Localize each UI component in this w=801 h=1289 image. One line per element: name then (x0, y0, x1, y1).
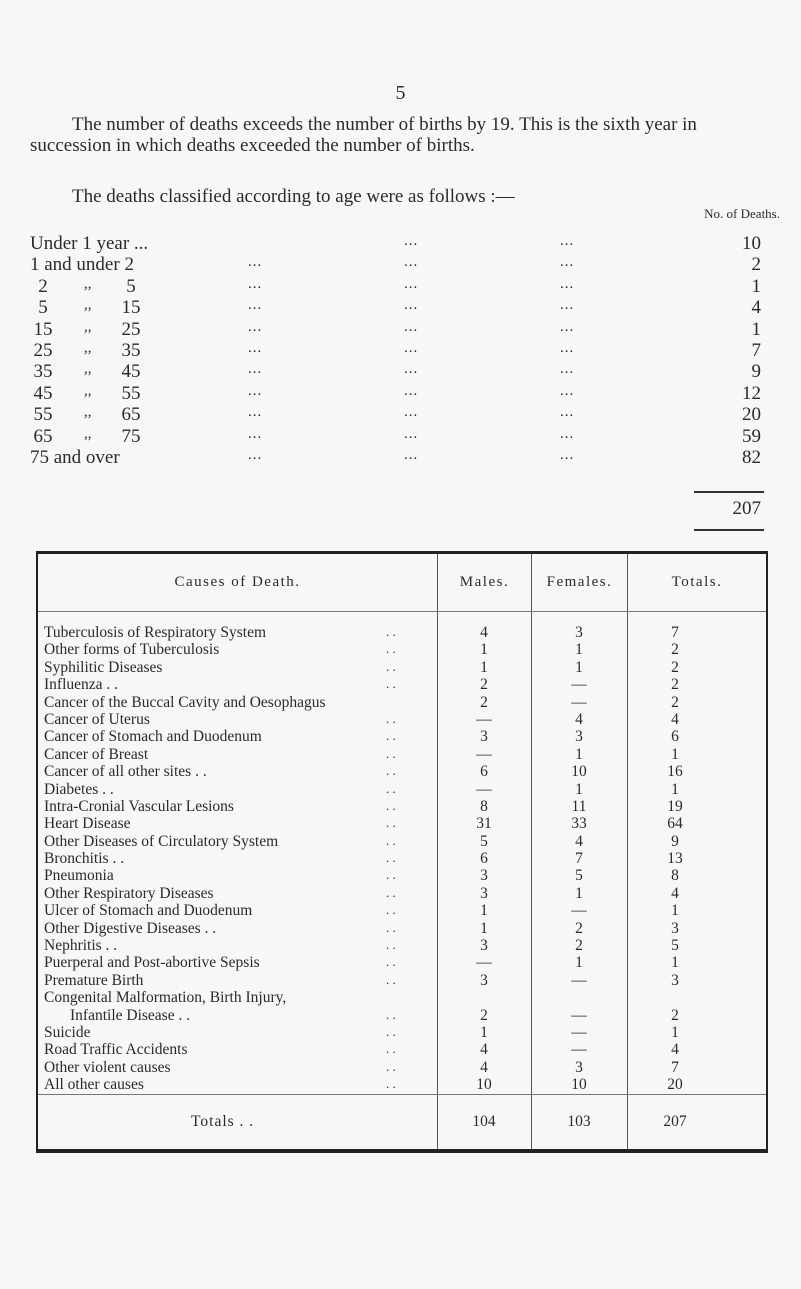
cause-text: Other forms of Tuberculosis (44, 641, 220, 659)
age-count: 59 (742, 425, 761, 447)
age-from: 5 (38, 297, 48, 319)
males-value: 6 (480, 763, 488, 781)
age-to: 5 (126, 275, 136, 297)
males-value: 4 (480, 1041, 488, 1059)
table-row (38, 711, 766, 728)
ditto-mark: ,, (84, 318, 92, 335)
males-value: 3 (480, 937, 488, 955)
males-value: 1 (480, 919, 488, 937)
females-value: 5 (575, 867, 583, 885)
females-value: 1 (575, 745, 583, 763)
totals-value: 4 (671, 710, 679, 728)
females-value: — (571, 902, 587, 920)
age-label: Under 1 year ... (30, 233, 149, 254)
dot-leader: ... (404, 297, 419, 314)
females-value: 1 (575, 780, 583, 798)
table-row (38, 641, 766, 658)
cause-name (44, 815, 131, 833)
dot-leader: . . (386, 658, 396, 674)
males-value: — (476, 954, 492, 972)
dot-leader: ... (560, 446, 575, 463)
males-value: 3 (480, 728, 488, 746)
dot-leader: ... (404, 254, 419, 271)
totals-value: 2 (671, 676, 679, 694)
age-row (30, 361, 775, 382)
males-value: 4 (480, 1058, 488, 1076)
males-value: 10 (476, 1076, 492, 1094)
dot-leader: . . (386, 832, 396, 848)
age-row (30, 426, 775, 447)
cause-name (44, 711, 150, 729)
intro-text: The number of deaths exceeds the number of births by 19. This is the sixth year in succession in which deaths exceeded the number of births. (30, 114, 697, 156)
dot-leader: . . (386, 884, 396, 900)
cause-text: Congenital Malformation, Birth Injury, (44, 989, 287, 1007)
totals-value: 2 (671, 1006, 679, 1024)
header-causes: Causes of Death. (174, 574, 301, 590)
age-row (30, 319, 775, 340)
age-row (30, 254, 775, 275)
cause-name (44, 694, 326, 712)
table-row (38, 1024, 766, 1041)
cause-name (44, 641, 219, 659)
cause-text: Tuberculosis of Respiratory System (44, 624, 267, 641)
totals-value: 20 (667, 1076, 683, 1094)
age-count: 2 (751, 254, 761, 276)
age-from: 35 (33, 361, 53, 383)
cause-text: All other causes (44, 1076, 144, 1094)
males-value: 1 (480, 641, 488, 659)
age-table (30, 233, 775, 468)
cause-text: Heart Disease (44, 815, 131, 833)
dot-leader: . . (386, 1076, 396, 1092)
table-row (38, 885, 766, 902)
ditto-mark: ,, (84, 275, 92, 292)
age-count: 82 (742, 446, 761, 468)
dot-leader: ... (248, 297, 263, 314)
age-total-rule-bottom (694, 529, 764, 531)
females-value: 3 (575, 624, 583, 641)
cause-name (44, 867, 114, 885)
dot-leader: ... (560, 275, 575, 292)
table-row (38, 937, 766, 954)
females-value: — (571, 1006, 587, 1024)
age-total: 207 (732, 498, 761, 519)
females-value: 1 (575, 884, 583, 902)
males-value: 5 (480, 832, 488, 850)
females-value: — (571, 1024, 587, 1041)
cause-name (44, 746, 148, 764)
dot-leader: ... (248, 339, 263, 356)
females-value: 2 (575, 919, 583, 937)
dot-leader: . . (386, 1041, 396, 1057)
cause-name (44, 885, 214, 903)
cause-text: Cancer of all other sites . . (44, 763, 207, 781)
age-to: 45 (121, 361, 141, 383)
table-row (38, 902, 766, 919)
age-to: 65 (121, 404, 141, 426)
totals-value: 1 (671, 745, 679, 763)
age-row (30, 383, 775, 404)
cause-name (44, 728, 262, 746)
cause-text: Intra-Cronial Vascular Lesions (44, 797, 234, 815)
totals-row (38, 1095, 766, 1152)
dot-leader: . . (386, 745, 396, 761)
totals-totals: 207 (663, 1113, 687, 1130)
header-totals: Totals. (671, 574, 723, 590)
cause-name (44, 676, 118, 694)
cause-name (44, 850, 124, 868)
totals-value: 8 (671, 867, 679, 885)
females-value: 3 (575, 728, 583, 746)
table-row (38, 989, 766, 1024)
table-row (38, 1041, 766, 1058)
age-from: 55 (33, 404, 53, 426)
females-value: 4 (575, 832, 583, 850)
dot-leader: ... (404, 361, 419, 378)
age-section-heading: The deaths classified according to age were as follows :— (72, 186, 515, 207)
table-row (38, 954, 766, 971)
cause-text: Influenza . . (44, 676, 119, 694)
dot-leader: . . (386, 710, 396, 726)
age-count: 12 (742, 382, 761, 404)
table-row (38, 1059, 766, 1076)
dot-leader: . . (386, 797, 396, 813)
dot-leader: . . (386, 1024, 396, 1039)
dot-leader: ... (560, 297, 575, 314)
totals-value: 1 (671, 780, 679, 798)
totals-value: 64 (667, 815, 683, 833)
cause-name (44, 989, 286, 1025)
dot-leader: ... (404, 339, 419, 356)
age-row (30, 447, 775, 468)
cause-text: Cancer of Stomach and Duodenum (44, 728, 262, 746)
cause-text: Ulcer of Stomach and Duodenum (44, 902, 253, 920)
dot-leader: . . (386, 937, 396, 953)
dot-leader: ... (248, 275, 263, 292)
table-row (38, 659, 766, 676)
table-row (38, 798, 766, 815)
cause-name (44, 972, 143, 990)
dot-leader: ... (404, 318, 419, 335)
cause-text: Puerperal and Post-abortive Sepsis (44, 954, 260, 972)
dot-leader: ... (404, 425, 419, 442)
ditto-mark: ,, (84, 339, 92, 356)
cause-text: Other Respiratory Diseases (44, 884, 214, 902)
cause-text: Cancer of the Buccal Cavity and Oesophagus (44, 693, 326, 711)
males-value: 2 (480, 1006, 488, 1024)
females-value: — (571, 676, 587, 694)
age-count: 10 (742, 233, 761, 254)
totals-value: 2 (671, 658, 679, 676)
age-count: 1 (751, 275, 761, 297)
totals-value: 6 (671, 728, 679, 746)
totals-value: 9 (671, 832, 679, 850)
females-value: 1 (575, 954, 583, 972)
table-row (38, 728, 766, 745)
age-total-rule-top (694, 491, 764, 493)
age-from: 65 (33, 425, 53, 447)
dot-leader: . . (386, 624, 396, 639)
totals-value: 7 (671, 1058, 679, 1076)
cause-name (44, 1041, 188, 1059)
table-row (38, 676, 766, 693)
age-row (30, 340, 775, 361)
dot-leader: ... (248, 382, 263, 399)
dot-leader: ... (248, 318, 263, 335)
age-to: 55 (121, 382, 141, 404)
cause-text: Bronchitis . . (44, 850, 125, 868)
dot-leader: . . (386, 641, 396, 657)
cause-text: Cancer of Breast (44, 745, 149, 763)
cause-name (44, 781, 114, 799)
table-row (38, 815, 766, 832)
totals-value: 2 (671, 641, 679, 659)
cause-text-line2: Infantile Disease . . (70, 1007, 191, 1025)
table-row (38, 624, 766, 641)
females-value: — (571, 1041, 587, 1059)
age-row (30, 404, 775, 425)
age-label: 75 and over (30, 446, 120, 468)
females-value: 33 (571, 815, 587, 833)
dot-leader: ... (248, 254, 263, 271)
table-row (38, 781, 766, 798)
cause-name (44, 833, 278, 851)
cause-text: Other violent causes (44, 1058, 171, 1076)
cause-name (44, 798, 234, 816)
table-row (38, 694, 766, 711)
males-value: 2 (480, 676, 488, 694)
totals-value: 1 (671, 902, 679, 920)
age-from: 15 (33, 318, 53, 340)
totals-value: 1 (671, 1024, 679, 1041)
dot-leader: ... (404, 404, 419, 421)
females-value: 2 (575, 937, 583, 955)
cause-name (44, 902, 252, 920)
dot-leader: . . (386, 780, 396, 796)
age-from: 45 (33, 382, 53, 404)
totals-value: 1 (671, 954, 679, 972)
causes-of-death-table (36, 551, 768, 1153)
ditto-mark: ,, (84, 297, 92, 314)
males-value: 6 (480, 850, 488, 868)
cause-text: Nephritis . . (44, 937, 118, 955)
dot-leader: ... (248, 425, 263, 442)
cause-text: Premature Birth (44, 971, 144, 989)
ditto-mark: ,, (84, 361, 92, 378)
males-value: 31 (476, 815, 492, 833)
dot-leader: ... (560, 318, 575, 335)
dot-leader: ... (404, 446, 419, 463)
age-count: 4 (751, 297, 761, 319)
cause-name (44, 954, 260, 972)
totals-value: 7 (671, 624, 679, 641)
males-value: 2 (480, 693, 488, 711)
females-value: 1 (575, 658, 583, 676)
age-count: 7 (751, 339, 761, 361)
dot-leader: ... (560, 361, 575, 378)
ditto-mark: ,, (84, 425, 92, 442)
males-value: 3 (480, 971, 488, 989)
age-to: 35 (121, 339, 141, 361)
totals-value: 4 (671, 1041, 679, 1059)
males-value: 1 (480, 902, 488, 920)
age-row (30, 233, 775, 254)
dot-leader: . . (386, 815, 396, 831)
dot-leader: ... (560, 382, 575, 399)
dot-leader: . . (386, 1058, 396, 1074)
table-row (38, 867, 766, 884)
dot-leader: ... (404, 233, 419, 249)
cause-name (44, 937, 117, 955)
table-row (38, 920, 766, 937)
cause-name (44, 763, 207, 781)
cause-text: Diabetes . . (44, 780, 114, 798)
age-to: 75 (121, 425, 141, 447)
table-row (38, 746, 766, 763)
table-row (38, 763, 766, 780)
dot-leader: . . (386, 954, 396, 970)
dot-leader: ... (560, 404, 575, 421)
cause-text: Other Digestive Diseases . . (44, 919, 217, 937)
totals-value: 19 (667, 797, 683, 815)
totals-value: 2 (671, 693, 679, 711)
females-value: 10 (571, 1076, 587, 1094)
age-label: 1 and under 2 (30, 254, 134, 276)
table-row (38, 833, 766, 850)
males-value: — (476, 780, 492, 798)
cause-text: Other Diseases of Circulatory System (44, 832, 279, 850)
dot-leader: ... (560, 425, 575, 442)
header-males: Males. (459, 574, 510, 590)
age-row (30, 297, 775, 318)
totals-label: Totals . . (191, 1113, 255, 1130)
males-value: 1 (480, 658, 488, 676)
dot-leader: ... (404, 275, 419, 292)
cause-name (44, 920, 216, 938)
dot-leader: ... (560, 233, 575, 249)
males-value: 8 (480, 797, 488, 815)
causes-table-body (38, 624, 766, 1094)
ditto-mark: ,, (84, 404, 92, 421)
dot-leader: . . (386, 676, 396, 692)
age-from: 25 (33, 339, 53, 361)
cause-text: Pneumonia (44, 867, 114, 885)
cause-text: Syphilitic Diseases (44, 658, 163, 676)
age-count: 1 (751, 318, 761, 340)
females-value: 1 (575, 641, 583, 659)
dot-leader: ... (248, 446, 263, 463)
age-to: 15 (121, 297, 141, 319)
age-to: 25 (121, 318, 141, 340)
dot-leader: . . (386, 867, 396, 883)
males-value: 3 (480, 884, 488, 902)
males-value: 1 (480, 1024, 488, 1041)
males-value: — (476, 745, 492, 763)
females-value: 4 (575, 710, 583, 728)
females-value: 10 (571, 763, 587, 781)
males-value: 3 (480, 867, 488, 885)
females-value: — (571, 693, 587, 711)
dot-leader: . . (386, 728, 396, 744)
age-count: 20 (742, 404, 761, 426)
cause-name (44, 1059, 171, 1077)
cause-text: Road Traffic Accidents (44, 1041, 188, 1059)
dot-leader: . . (386, 919, 396, 935)
page-number: 5 (395, 82, 406, 104)
age-from: 2 (38, 275, 48, 297)
males-value: 4 (480, 624, 488, 641)
ditto-mark: ,, (84, 382, 92, 399)
totals-value: 4 (671, 884, 679, 902)
cause-name (44, 1024, 91, 1042)
dot-leader: . . (386, 850, 396, 866)
totals-value: 3 (671, 971, 679, 989)
totals-males: 104 (472, 1113, 496, 1130)
dot-leader: . . (386, 971, 396, 987)
table-row (38, 972, 766, 989)
table-row (38, 850, 766, 867)
totals-value: 13 (667, 850, 683, 868)
dot-leader: ... (404, 382, 419, 399)
males-value: — (476, 710, 492, 728)
totals-females: 103 (567, 1113, 591, 1130)
cause-name (44, 1076, 144, 1094)
header-females: Females. (546, 574, 613, 590)
cause-text: Suicide (44, 1024, 91, 1041)
totals-value: 5 (671, 937, 679, 955)
dot-leader: ... (248, 361, 263, 378)
age-count: 9 (751, 361, 761, 383)
dot-leader: ... (560, 339, 575, 356)
cause-text: Cancer of Uterus (44, 710, 150, 728)
cause-name (44, 659, 162, 677)
dot-leader: . . (386, 763, 396, 779)
dot-leader: . . (386, 1006, 396, 1022)
dot-leader: ... (560, 254, 575, 271)
females-value: 7 (575, 850, 583, 868)
age-row (30, 276, 775, 297)
females-value: 11 (571, 797, 587, 815)
intro-paragraph (30, 114, 775, 156)
dot-leader: . . (386, 902, 396, 918)
age-column-label: No. of Deaths. (704, 206, 780, 221)
cause-name (44, 624, 266, 642)
table-row (38, 1076, 766, 1093)
totals-value: 16 (667, 763, 683, 781)
females-value: — (571, 971, 587, 989)
header-rule (38, 611, 766, 612)
dot-leader: ... (248, 404, 263, 421)
females-value: 3 (575, 1058, 583, 1076)
totals-value: 3 (671, 919, 679, 937)
